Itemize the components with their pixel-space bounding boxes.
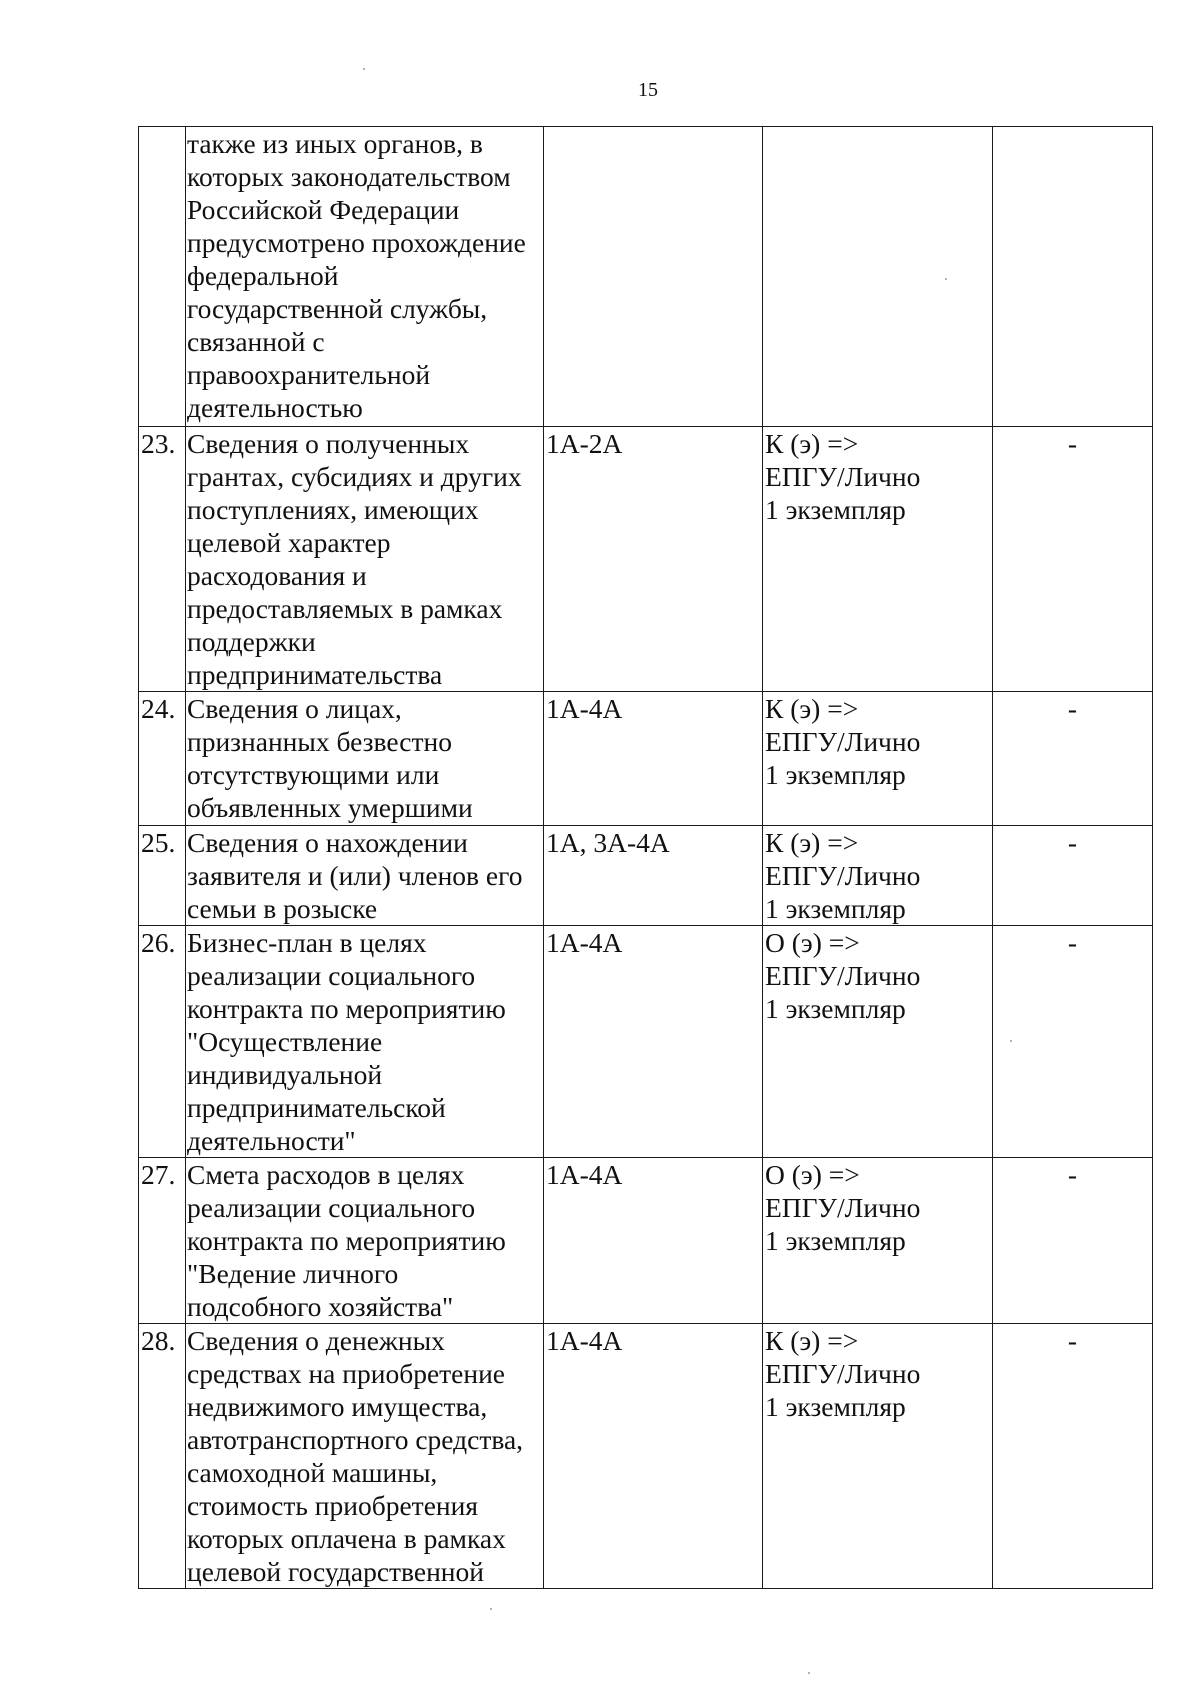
document-name-line: предпринимательской [187,1092,446,1123]
submission-form-cell [763,1324,993,1589]
submission-form-cell [763,926,993,1158]
row-number-cell: 26. [139,926,186,1158]
note-cell: - [993,692,1153,826]
document-name-line: подсобного хозяйства" [187,1291,454,1322]
note-cell: - [993,826,1153,926]
applicant-group-cell: 1А-4А [544,692,763,826]
submission-form-line: ЕПГУ/Лично [765,1358,921,1389]
document-name-line: средствах на приобретение [187,1358,506,1389]
submission-form-line: 1 экземпляр [765,759,906,790]
document-name-line: которых оплачена в рамках [187,1523,506,1554]
row-number-cell: 28. [139,1324,186,1589]
scan-speck [490,1608,492,1610]
page-number: 15 [638,79,658,101]
submission-form-cell [763,692,993,826]
submission-form-cell [763,1158,993,1324]
note-cell: - [993,427,1153,692]
submission-form-cell [763,427,993,692]
document-name-line: Российской Федерации [187,194,460,225]
document-name-cell [186,692,544,826]
document-name-line: связанной с [187,326,325,357]
submission-form-line: ЕПГУ/Лично [765,860,921,891]
document-name-cell [186,127,544,427]
table-row [139,1324,1153,1589]
document-name-cell [186,826,544,926]
documents-table [138,126,1153,1589]
note-cell: - [993,926,1153,1158]
document-name-cell [186,427,544,692]
document-name-line: деятельности" [187,1125,356,1156]
document-name-line: объявленных умершими [187,792,473,823]
applicant-group-cell: 1А-2А [544,427,763,692]
document-name-line: целевой государственной [187,1556,484,1587]
document-name-line: Сведения о денежных [187,1325,445,1356]
document-name-line: стоимость приобретения [187,1490,478,1521]
document-name-line: индивидуальной [187,1059,383,1090]
row-number-cell: 24. [139,692,186,826]
submission-form-cell [763,127,993,427]
submission-form-line: К (э) => [765,827,859,858]
document-name-line: самоходной машины, [187,1457,438,1488]
submission-form-line: ЕПГУ/Лично [765,726,921,757]
submission-form-cell [763,826,993,926]
note-cell [993,127,1153,427]
document-name-line: целевой характер [187,527,391,558]
applicant-group-cell: 1А, 3А-4А [544,826,763,926]
document-name-line: контракта по мероприятию [187,993,506,1024]
document-name-line: "Ведение личного [187,1258,399,1289]
note-cell: - [993,1158,1153,1324]
applicant-group-cell: 1А-4А [544,926,763,1158]
table-row [139,427,1153,692]
document-name-line: правоохранительной [187,359,431,390]
document-name-line: "Осуществление [187,1026,383,1057]
scan-speck [1010,1040,1012,1042]
row-number-cell: 25. [139,826,186,926]
applicant-group-cell: 1А-4А [544,1324,763,1589]
document-name-cell [186,926,544,1158]
submission-form-line: ЕПГУ/Лично [765,960,921,991]
submission-form-line: О (э) => [765,927,860,958]
document-name-line: контракта по мероприятию [187,1225,506,1256]
document-name-line: Сведения о нахождении [187,827,468,858]
document-name-cell [186,1158,544,1324]
document-name-line: реализации социального [187,1192,476,1223]
scan-speck [363,68,365,70]
submission-form-line: 1 экземпляр [765,993,906,1024]
submission-form-line: О (э) => [765,1159,860,1190]
document-name-line: также из иных органов, в [187,128,483,159]
scan-speck [945,278,947,280]
document-name-line: поступлениях, имеющих [187,494,479,525]
document-name-line: отсутствующими или [187,759,440,790]
document-name-line: автотранспортного средства, [187,1424,524,1455]
document-name-line: поддержки [187,626,316,657]
row-number-cell: 27. [139,1158,186,1324]
submission-form-line: ЕПГУ/Лично [765,461,921,492]
submission-form-line: К (э) => [765,1325,859,1356]
submission-form-line: 1 экземпляр [765,1225,906,1256]
submission-form-line: К (э) => [765,428,859,459]
document-name-line: предпринимательства [187,659,443,690]
table-row [139,127,1153,427]
document-name-line: признанных безвестно [187,726,452,757]
document-name-line: расходования и [187,560,367,591]
document-name-line: деятельностью [187,392,363,423]
document-name-line: Смета расходов в целях [187,1159,465,1190]
scan-speck [808,1672,810,1674]
table-row [139,692,1153,826]
submission-form-line: 1 экземпляр [765,494,906,525]
submission-form-line: 1 экземпляр [765,1391,906,1422]
document-name-line: семьи в розыске [187,893,378,924]
document-name-line: Бизнес-план в целях [187,927,427,958]
note-cell: - [993,1324,1153,1589]
document-name-line: заявителя и (или) членов его [187,860,523,891]
document-name-line: государственной службы, [187,293,488,324]
submission-form-line: 1 экземпляр [765,893,906,924]
document-name-cell [186,1324,544,1589]
submission-form-line: К (э) => [765,693,859,724]
document-name-line: Сведения о полученных [187,428,470,459]
table-row [139,926,1153,1158]
document-name-line: грантах, субсидиях и других [187,461,522,492]
document-name-line: реализации социального [187,960,476,991]
table-row [139,1158,1153,1324]
document-name-line: Сведения о лицах, [187,693,402,724]
table-row [139,826,1153,926]
row-number-cell: 23. [139,427,186,692]
applicant-group-cell [544,127,763,427]
row-number-cell [139,127,186,427]
submission-form-line: ЕПГУ/Лично [765,1192,921,1223]
document-name-line: федеральной [187,260,339,291]
document-name-line: которых законодательством [187,161,511,192]
applicant-group-cell: 1А-4А [544,1158,763,1324]
document-name-line: предоставляемых в рамках [187,593,503,624]
document-name-line: предусмотрено прохождение [187,227,526,258]
document-name-line: недвижимого имущества, [187,1391,488,1422]
